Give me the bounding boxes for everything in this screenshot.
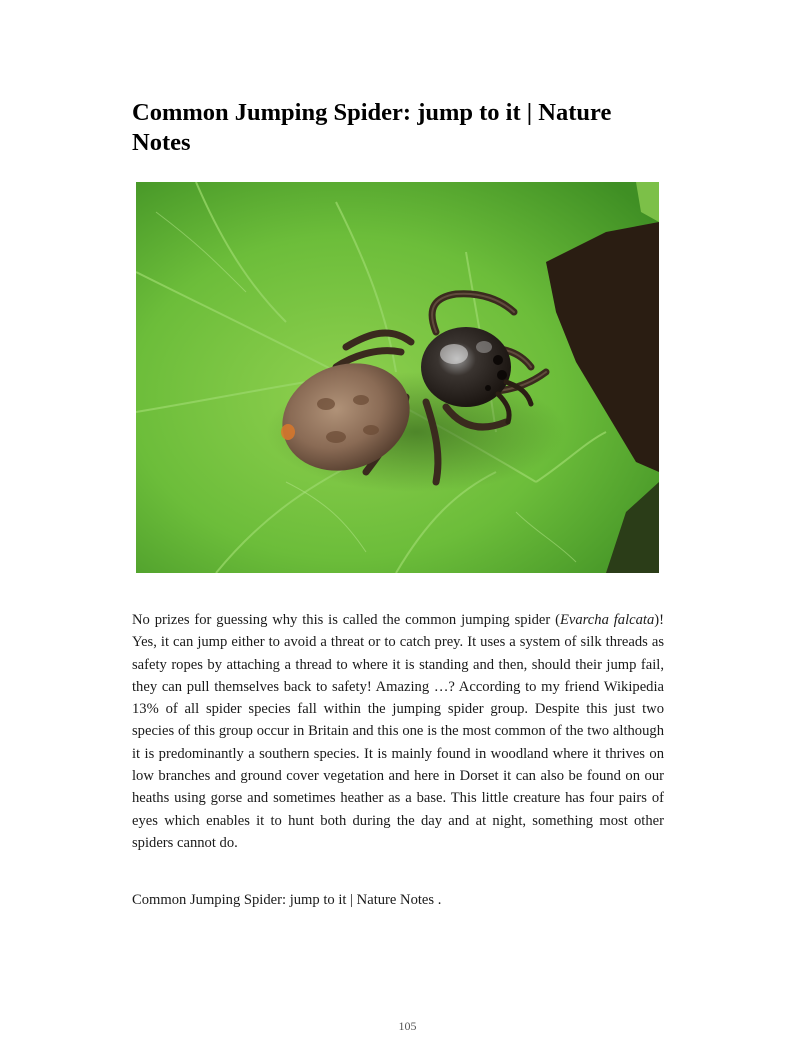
species-name: Evarcha falcata <box>559 612 655 628</box>
jumping-spider-image <box>136 182 659 573</box>
source-link-text[interactable]: Common Jumping Spider: jump to it | Nature Notes . <box>132 892 442 908</box>
spider-photo <box>136 182 659 573</box>
body-text-before: No prizes for guessing why this is called the common jumping spider ( <box>132 612 560 628</box>
page-title: Common Jumping Spider: jump to it | Nature Notes <box>132 99 612 156</box>
body-text-after: )! Yes, it can jump either to avoid a threat or to catch prey. It uses a system of silk threads as safety ropes by attaching a thread to where it is standing and then, should their jump fail, they can pull themselves back to safety! Amazing …? According to my friend Wikipedia 13% of all spider species fall within the jumping spider group. Despite this just two species of this group occur in Britain and this one is the most common of the two although it is predominantly a southern species. It is mainly found in woodland where it thrives on low branches and ground cover vegetation and here in Dorset it can also be found on our heaths using gorse and sometimes heather as a base. This little creature has four pairs of eyes which enables it to hunt both during the day and at night, something most other spiders cannot do. <box>132 612 665 851</box>
page-number: 105 <box>398 1019 417 1033</box>
article-body <box>132 609 664 854</box>
